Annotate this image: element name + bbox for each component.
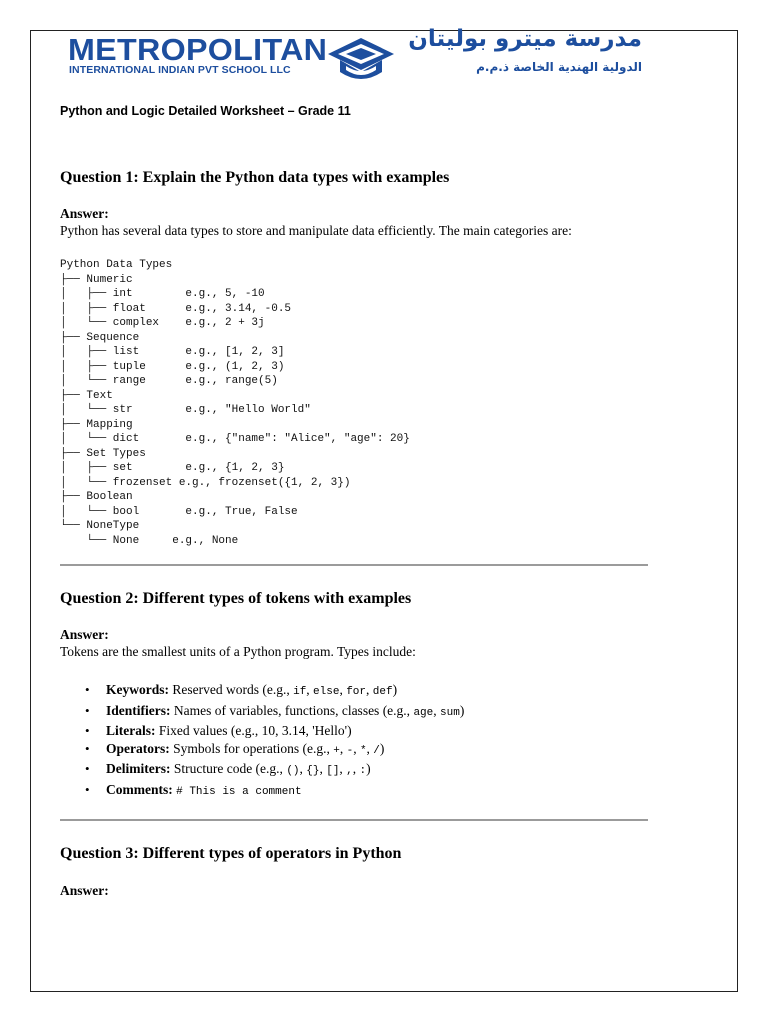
description-text: ) xyxy=(379,740,385,756)
code-snippet: () xyxy=(286,765,300,777)
description-text: , xyxy=(353,740,360,756)
token-type-term: Delimiters: xyxy=(106,761,171,776)
description-text: , xyxy=(306,682,314,697)
tree-line: Python Data Types xyxy=(60,259,173,271)
code-snippet: sum xyxy=(440,706,460,719)
question-1-intro: Python has several data types to store and manipulate data efficiently. The main categories are: xyxy=(60,223,572,238)
token-type-term: Literals: xyxy=(106,723,156,738)
bullet-icon: • xyxy=(85,702,90,718)
list-item xyxy=(60,740,640,761)
code-snippet: [] xyxy=(326,765,340,777)
description-text: Names of variables, functions, classes (e.g., xyxy=(173,702,414,718)
description-text: , xyxy=(366,682,373,697)
code-snippet: + xyxy=(333,744,340,757)
question-3-heading: Question 3: Different types of operators in Python xyxy=(60,845,402,862)
school-logo-name: METROPOLITAN xyxy=(68,32,328,67)
token-type-term: Comments: xyxy=(106,781,173,797)
bullet-icon: • xyxy=(85,761,90,776)
list-item xyxy=(60,760,640,781)
list-item xyxy=(60,722,640,740)
tree-line: ├── Set Types xyxy=(60,447,146,460)
description-text: ) xyxy=(366,761,371,776)
code-snippet: def xyxy=(372,686,393,698)
code-snippet: for xyxy=(346,686,367,698)
section-divider xyxy=(60,819,648,821)
code-snippet: * xyxy=(359,744,367,757)
tree-line: │ └── range e.g., range(5) xyxy=(60,375,278,387)
question-2-heading: Question 2: Different types of tokens with examples xyxy=(60,590,412,607)
tree-line: └── NoneType xyxy=(60,520,140,532)
list-item xyxy=(60,681,640,702)
code-snippet: / xyxy=(373,744,380,757)
data-types-tree xyxy=(60,258,410,548)
token-type-term: Identifiers: xyxy=(106,702,171,718)
section-divider xyxy=(60,564,648,566)
bullet-icon: • xyxy=(85,682,90,697)
code-snippet: , xyxy=(346,765,353,777)
list-item xyxy=(60,702,640,723)
list-item xyxy=(60,781,640,802)
code-snippet: - xyxy=(346,744,354,757)
code-snippet: else xyxy=(313,686,340,698)
school-logo-arabic-name: مدرسة ميترو بوليتان xyxy=(408,26,642,52)
school-logo-subtitle: INTERNATIONAL INDIAN PVT SCHOOL LLC xyxy=(69,64,291,76)
tree-line: │ └── complex e.g., 2 + 3j xyxy=(60,317,265,329)
token-type-term: Operators: xyxy=(106,740,170,756)
token-type-term: Keywords: xyxy=(106,682,169,697)
tree-line: ├── Boolean xyxy=(60,491,133,503)
description-text: , xyxy=(352,761,360,776)
description-text: Symbols for operations (e.g., xyxy=(173,740,334,756)
description-text: Reserved words (e.g., xyxy=(172,682,294,697)
tree-line: ├── Numeric xyxy=(60,273,133,286)
token-types-list xyxy=(60,681,640,801)
tree-line: │ ├── set e.g., {1, 2, 3} xyxy=(60,462,285,474)
tree-line: ├── Sequence xyxy=(60,331,140,344)
code-snippet: age xyxy=(413,706,434,719)
description-text: , xyxy=(299,761,307,776)
tree-line: └── None e.g., None xyxy=(60,534,239,547)
tree-line: │ └── str e.g., "Hello World" xyxy=(60,404,311,416)
tree-line: ├── Mapping xyxy=(60,418,133,431)
description-text: , xyxy=(339,682,347,697)
bullet-icon: • xyxy=(85,781,90,797)
question-1-answer-label: Answer: xyxy=(60,206,109,221)
description-text: ) xyxy=(459,702,465,718)
question-2-answer-label: Answer: xyxy=(60,627,109,642)
description-text: ) xyxy=(392,682,398,697)
description-text: , xyxy=(339,761,347,776)
description-text: Structure code (e.g., xyxy=(173,761,287,776)
code-snippet: {} xyxy=(306,765,320,777)
tree-line: │ └── dict e.g., {"name": "Alice", "age": 20} xyxy=(60,433,410,445)
description-text: , xyxy=(319,761,327,776)
tree-line: │ ├── list e.g., [1, 2, 3] xyxy=(60,346,285,358)
tree-line: ├── Text xyxy=(60,389,113,402)
worksheet-title: Python and Logic Detailed Worksheet – Grade 11 xyxy=(60,104,351,118)
school-logo-arabic-subtitle: الدولية الهندية الخاصة ذ.م.م xyxy=(476,60,642,74)
bullet-icon: • xyxy=(85,740,90,756)
description-text: , xyxy=(366,740,374,756)
tree-line: │ ├── float e.g., 3.14, -0.5 xyxy=(60,302,292,315)
tree-line: │ ├── int e.g., 5, -10 xyxy=(60,288,265,300)
description-text: , xyxy=(339,740,347,756)
question-1-heading: Question 1: Explain the Python data types with examples xyxy=(60,169,450,186)
description-text: Fixed values (e.g., 10, 3.14, 'Hello') xyxy=(158,723,352,738)
graduation-cap-icon xyxy=(326,36,396,86)
tree-line: │ └── bool e.g., True, False xyxy=(60,505,298,518)
bullet-icon: • xyxy=(85,723,90,738)
question-2-intro: Tokens are the smallest units of a Python program. Types include: xyxy=(60,644,416,659)
tree-line: │ ├── tuple e.g., (1, 2, 3) xyxy=(60,360,285,373)
question-3-answer-label: Answer: xyxy=(60,883,109,898)
code-snippet: if xyxy=(293,686,307,698)
tree-line: │ └── frozenset e.g., frozenset({1, 2, 3}) xyxy=(60,476,351,489)
code-snippet: # This is a comment xyxy=(176,785,302,798)
code-snippet: : xyxy=(359,765,367,777)
description-text: , xyxy=(433,702,440,718)
